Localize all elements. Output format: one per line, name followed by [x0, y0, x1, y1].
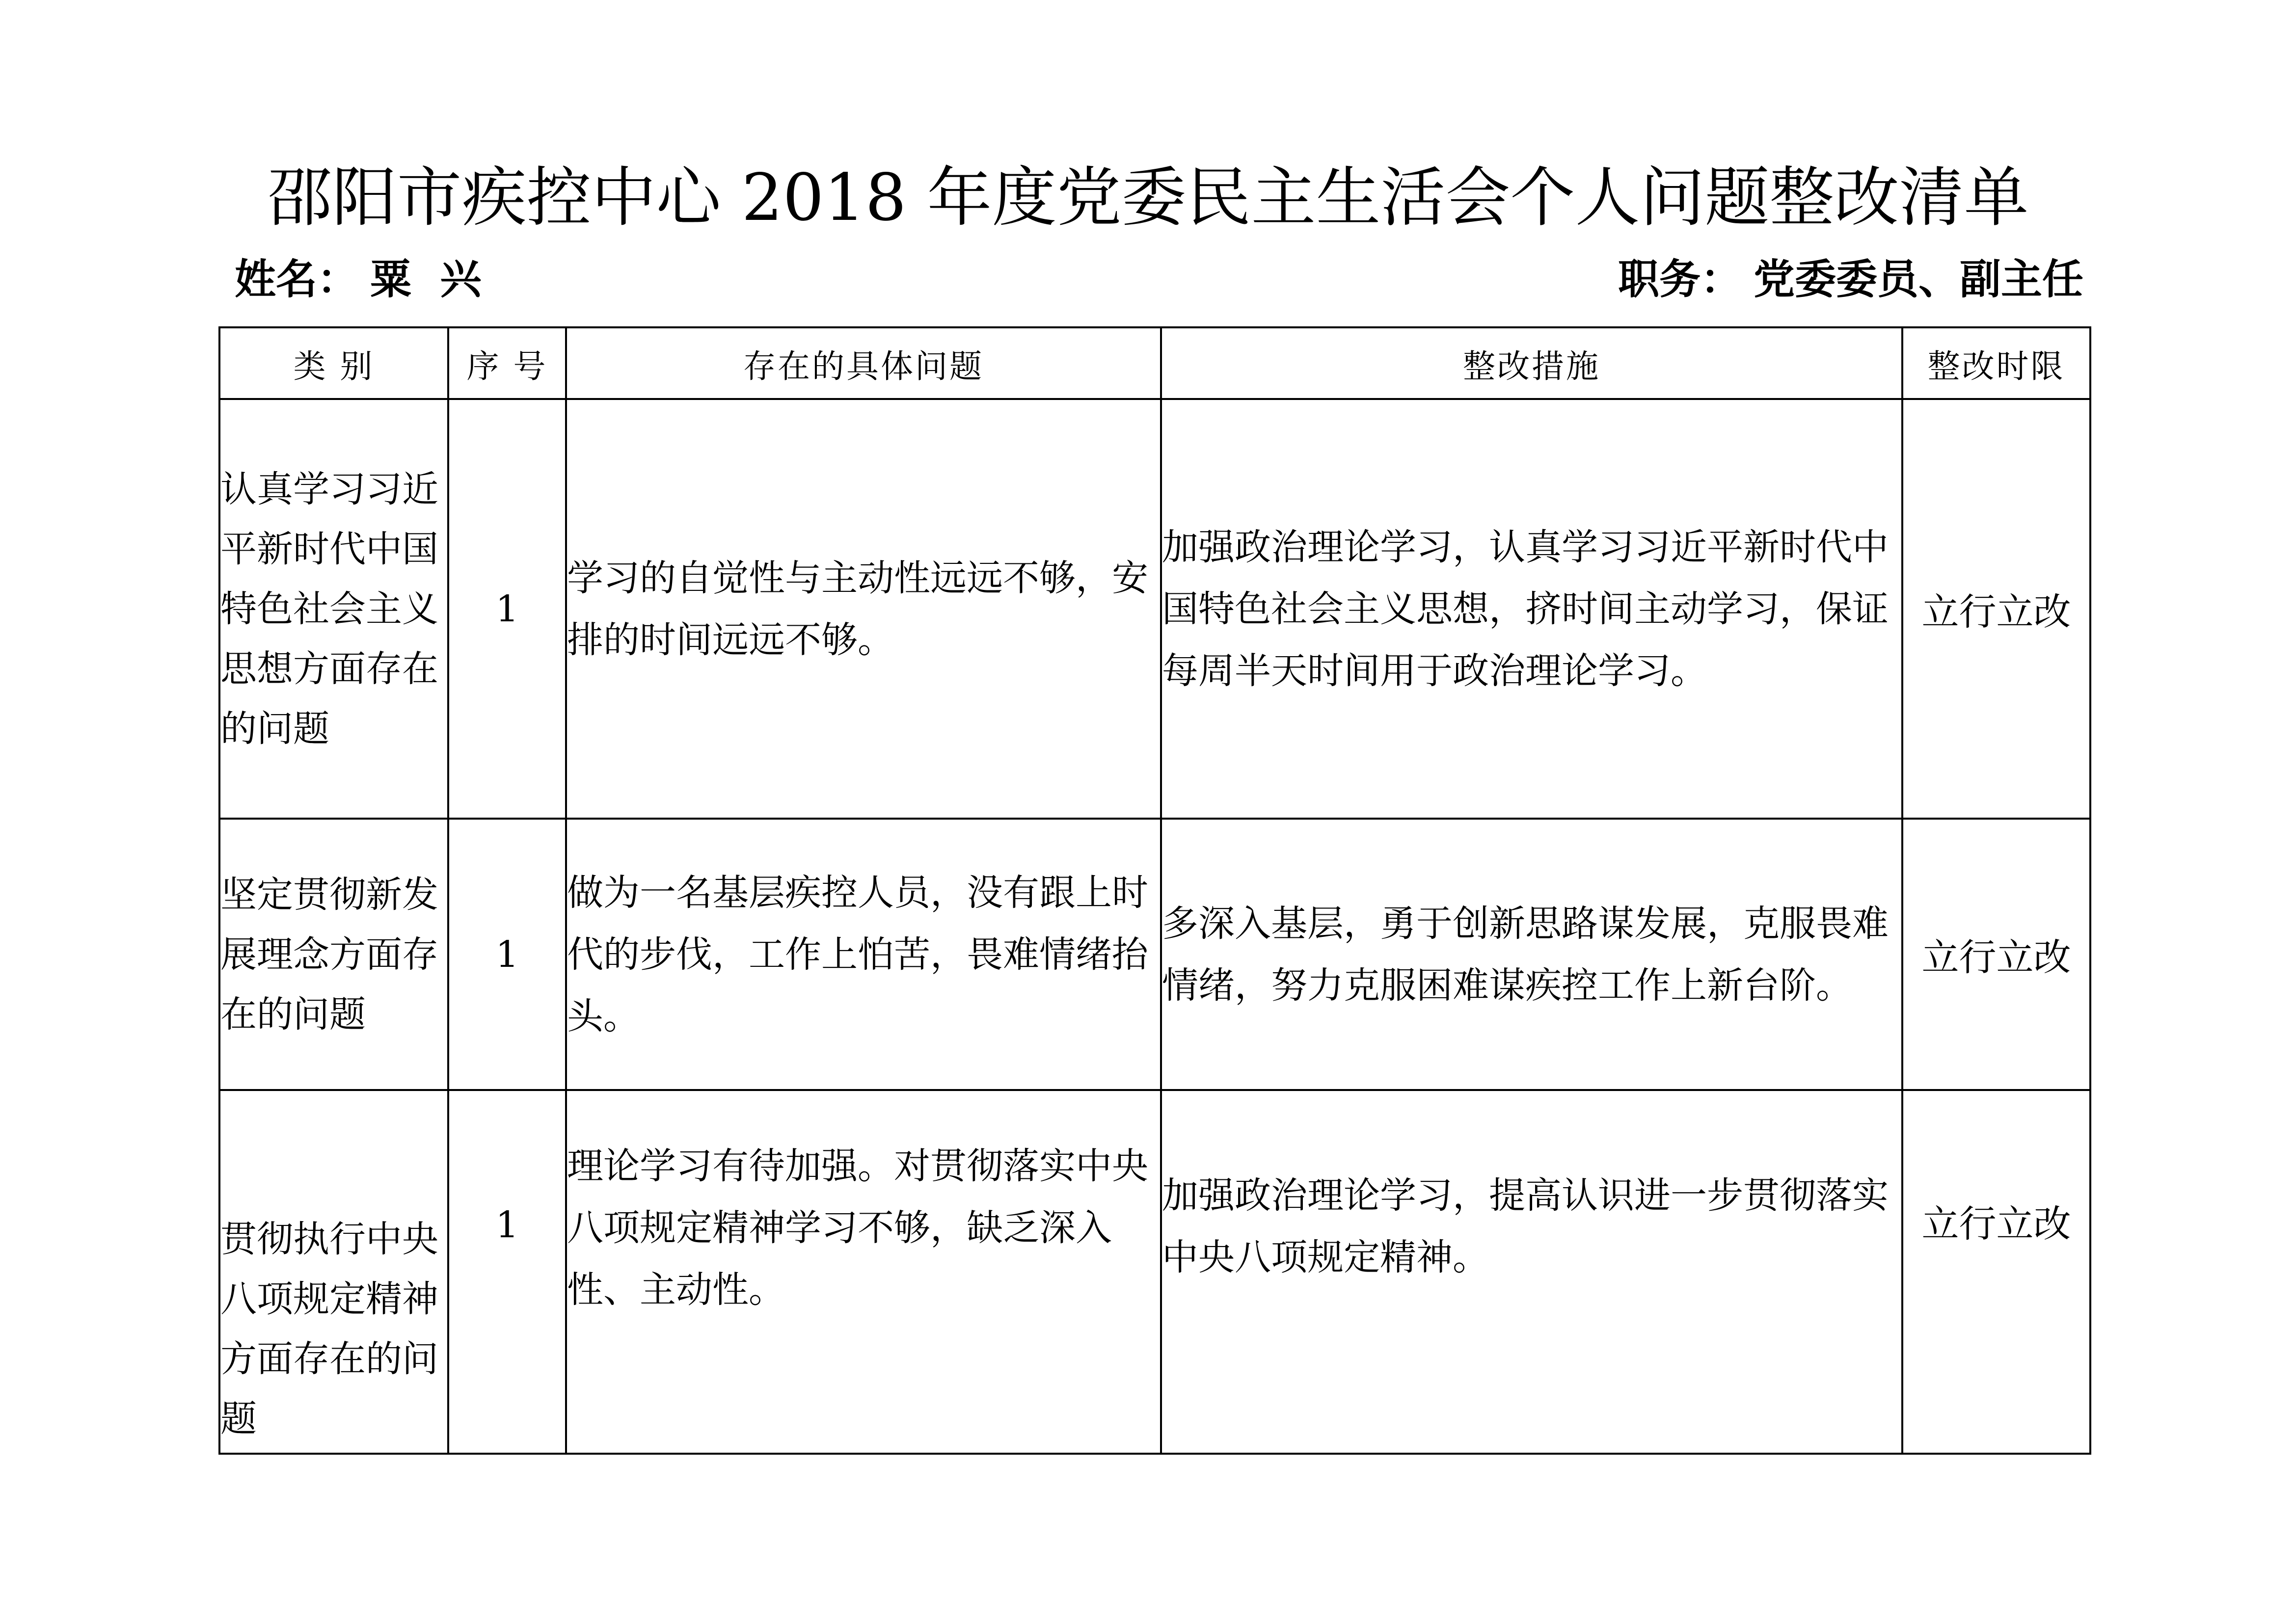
document-title: 邵阳市疾控中心 2018 年度党委民主生活会个人问题整改清单: [267, 160, 2029, 236]
header-seq: 序 号: [448, 327, 566, 399]
row-deadline: 立行立改: [1902, 399, 2090, 819]
position-value: 党委委员、副主任: [1753, 255, 2083, 303]
name-line: [235, 252, 482, 306]
table-row: [219, 1090, 2090, 1454]
rectification-table: [218, 326, 2091, 1455]
row-seq: 1: [448, 819, 566, 1090]
table-row: [219, 819, 2090, 1090]
header-problem: 存在的具体问题: [566, 327, 1161, 399]
position-label: 职务：: [1618, 255, 1742, 303]
row-category: 认真学习习近平新时代中国特色社会主义思想方面存在的问题: [219, 399, 448, 819]
table-row: [219, 399, 2090, 819]
row-deadline: 立行立改: [1902, 819, 2090, 1090]
row-measure: 加强政治理论学习，提高认识进一步贯彻落实中央八项规定精神。: [1161, 1090, 1902, 1454]
row-seq: 1: [448, 1090, 566, 1454]
table-header-row: [219, 327, 2090, 399]
name-value: 粟 兴: [370, 255, 482, 303]
row-measure: 多深入基层，勇于创新思路谋发展，克服畏难情绪，努力克服困难谋疾控工作上新台阶。: [1161, 819, 1902, 1090]
header-measure: 整改措施: [1161, 327, 1902, 399]
row-measure: 加强政治理论学习，认真学习习近平新时代中国特色社会主义思想，挤时间主动学习，保证每周半天时间用于政治理论学习。: [1161, 399, 1902, 819]
row-problem: 学习的自觉性与主动性远远不够，安排的时间远远不够。: [566, 399, 1161, 819]
header-category: 类 别: [219, 327, 448, 399]
row-category: 贯彻执行中央八项规定精神方面存在的问题: [219, 1090, 448, 1454]
row-seq: 1: [448, 399, 566, 819]
name-label: 姓名：: [235, 255, 359, 303]
row-deadline: 立行立改: [1902, 1090, 2090, 1454]
row-problem: 做为一名基层疾控人员，没有跟上时代的步伐，工作上怕苦，畏难情绪抬头。: [566, 819, 1161, 1090]
row-problem: 理论学习有待加强。对贯彻落实中央八项规定精神学习不够，缺乏深入性、主动性。: [566, 1090, 1161, 1454]
row-category: 坚定贯彻新发展理念方面存在的问题: [219, 819, 448, 1090]
header-deadline: 整改时限: [1902, 327, 2090, 399]
position-line: [1618, 252, 2083, 306]
